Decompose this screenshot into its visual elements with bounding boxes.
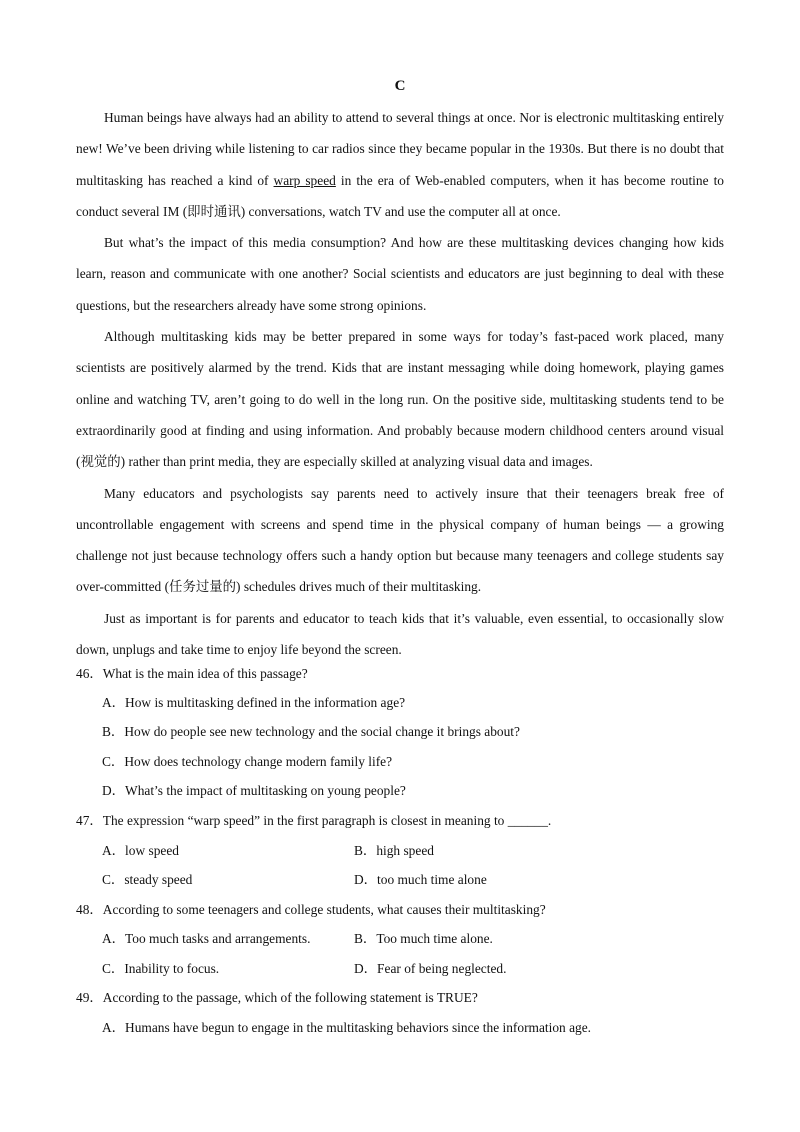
- question-46-option-b: B．How do people see new technology and the social change it brings about?: [102, 724, 520, 739]
- underlined-phrase: warp speed: [273, 172, 336, 188]
- question-49-option-a: A．Humans have begun to engage in the multitasking behaviors since the information age.: [102, 1020, 592, 1035]
- question-48-option-a: A．Too much tasks and arrangements.: [102, 931, 311, 946]
- question-48-option-c: C．Inability to focus.: [102, 961, 220, 976]
- question-48-option-b: B．Too much time alone.: [354, 931, 493, 946]
- reading-passage: [76, 102, 724, 665]
- question-48-option-d: D．Fear of being neglected.: [354, 961, 507, 976]
- paragraph-5: Just as important is for parents and educator to teach kids that it’s valuable, even essential, to occasionally slow down, unplugs and take time to enjoy life beyond the screen.: [76, 610, 724, 658]
- paragraph-2: But what’s the impact of this media consumption? And how are these multitasking devices changing how kids learn, reason and communicate with one another? Social scientists and educators are just beginning to deal with these questions, but the researchers already have some strong opinions.: [76, 235, 724, 313]
- question-47-option-b: B．high speed: [354, 843, 434, 858]
- question-47-option-c: C．steady speed: [102, 872, 193, 887]
- question-47-option-d: D．too much time alone: [354, 872, 487, 887]
- paragraph-1-text-a: Human beings have always had an ability to attend to several things at once. Nor is electronic multitasking entirely new! We’ve been driving while listening to car radios since they became popular in the 1930s. But there is no doubt that multitasking has reached a kind of: [76, 110, 724, 188]
- question-46-option-a: A．How is multitasking defined in the information age?: [102, 695, 406, 710]
- question-47-option-a: A．low speed: [102, 843, 179, 858]
- paragraph-1-text-b: in the era of Web-enabled computers, when it has become routine to conduct several IM (即时通讯) conversations, watch TV and use the computer all at once.: [76, 172, 724, 219]
- question-47-stem: 47．The expression “warp speed” in the first paragraph is closest in meaning to ______.: [76, 813, 552, 828]
- question-46-stem: 46．What is the main idea of this passage?: [76, 666, 308, 681]
- section-heading: C: [394, 78, 406, 94]
- question-46-option-c: C．How does technology change modern family life?: [102, 754, 393, 769]
- paragraph-4: Many educators and psychologists say parents need to actively insure that their teenagers break free of uncontrollable engagement with screens and spend time in the physical company of human beings — a growing challenge not just because technology offers such a handy option but because many teenagers and college students say over-committed (任务过量的) schedules drives much of their multitasking.: [76, 485, 724, 595]
- question-46-option-d: D．What’s the impact of multitasking on young people?: [102, 783, 406, 798]
- paragraph-1: [76, 102, 724, 227]
- paragraph-3: Although multitasking kids may be better prepared in some ways for today’s fast-paced work placed, many scientists are positively alarmed by the trend. Kids that are instant messaging while doing homework, playing games online and watching TV, aren’t going to do well in the long run. On the positive side, multitasking students tend to be extraordinarily good at finding and using information. And probably because modern childhood centers around visual (视觉的) rather than print media, they are especially skilled at analyzing visual data and images.: [76, 329, 724, 470]
- question-49-stem: 49．According to the passage, which of the following statement is TRUE?: [76, 990, 478, 1005]
- question-48-stem: 48．According to some teenagers and college students, what causes their multitasking?: [76, 902, 546, 917]
